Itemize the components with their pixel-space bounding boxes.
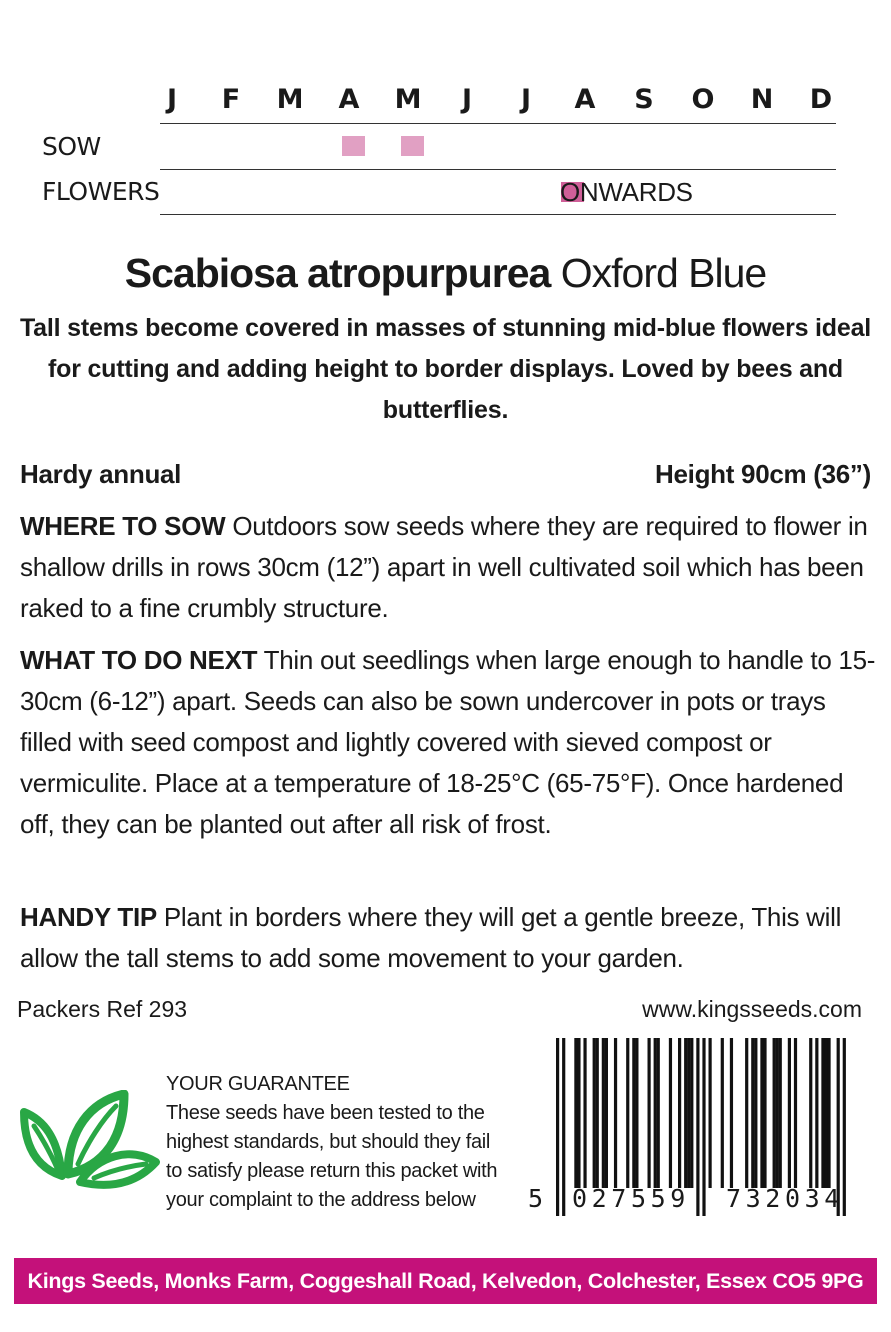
calendar-divider xyxy=(160,123,836,124)
product-description: Tall stems become covered in masses of stunning mid-blue flowers ideal for cutting and adding height to border displays. Loved by bees and butterflies. xyxy=(19,314,872,424)
barcode-digits-left: 027559 xyxy=(572,1184,690,1213)
handy-tip-section xyxy=(20,897,880,979)
month-label: M xyxy=(394,84,422,115)
product-title xyxy=(0,248,891,298)
month-label: J xyxy=(461,84,473,115)
latin-name: Scabiosa atropurpurea xyxy=(124,250,551,296)
barcode-bar xyxy=(824,1038,827,1188)
barcode-bar xyxy=(709,1038,712,1188)
barcode-bar xyxy=(751,1038,754,1188)
barcode-bar xyxy=(690,1038,693,1188)
month-label: J xyxy=(166,84,178,115)
barcode-bar xyxy=(605,1038,608,1188)
website-link[interactable]: www.kingsseeds.com xyxy=(642,996,862,1022)
month-label: M xyxy=(276,84,304,115)
plant-type: Hardy annual xyxy=(20,459,182,489)
calendar-divider xyxy=(160,169,836,170)
barcode-bar xyxy=(687,1038,690,1188)
month-label: D xyxy=(809,84,833,115)
barcode-bar xyxy=(654,1038,657,1188)
section-heading: WHAT TO DO NEXT xyxy=(20,645,258,675)
barcode-bar xyxy=(788,1038,791,1188)
guarantee-line: These seeds have been tested to the xyxy=(166,1102,485,1124)
month-label: S xyxy=(634,84,654,115)
barcode-bar xyxy=(763,1038,766,1188)
barcode-digits-right: 732034 xyxy=(726,1184,844,1213)
barcode-digit-lead: 5 xyxy=(528,1184,544,1213)
barcode-bar xyxy=(815,1038,818,1188)
leaf-logo-icon xyxy=(18,1090,160,1192)
barcode-bar xyxy=(577,1038,580,1188)
month-label: J xyxy=(520,84,532,115)
guarantee-line: to satisfy please return this packet with xyxy=(166,1160,498,1182)
calendar-divider xyxy=(160,214,836,215)
barcode-bar xyxy=(779,1038,782,1188)
month-label: A xyxy=(574,84,596,115)
section-text: Plant in borders where they will get a gentle breeze, This will allow the tall stems to add some movement to your garden. xyxy=(20,902,842,973)
what-to-do-next-section xyxy=(20,640,880,845)
guarantee-line: highest standards, but should they fail xyxy=(166,1131,491,1153)
barcode-bar xyxy=(648,1038,651,1188)
barcode-bar xyxy=(776,1038,779,1188)
barcode-bar xyxy=(745,1038,748,1188)
barcode-bar xyxy=(702,1038,705,1216)
barcode-bar xyxy=(556,1038,559,1216)
calendar-row-label-flowers: FLOWERS xyxy=(42,177,160,206)
barcode-bar xyxy=(684,1038,687,1188)
calendar-row-label-sow: SOW xyxy=(42,132,101,161)
month-label: N xyxy=(750,84,774,115)
barcode-bar xyxy=(583,1038,586,1188)
barcode-bar xyxy=(721,1038,724,1188)
variety-name: Oxford Blue xyxy=(560,250,767,296)
barcode-bar xyxy=(809,1038,812,1188)
barcode-bar xyxy=(635,1038,638,1188)
where-to-sow-section xyxy=(20,506,880,629)
barcode-bar xyxy=(760,1038,763,1188)
barcode-bar xyxy=(669,1038,672,1188)
sow-month-marker xyxy=(342,136,365,156)
barcode-bar xyxy=(562,1038,565,1216)
barcode-bar xyxy=(821,1038,824,1188)
barcode-bar xyxy=(602,1038,605,1188)
month-label: A xyxy=(338,84,360,115)
section-heading: HANDY TIP xyxy=(20,902,157,932)
barcode-bar xyxy=(593,1038,596,1188)
guarantee-heading: YOUR GUARANTEE xyxy=(166,1073,350,1095)
barcode-bar xyxy=(614,1038,617,1188)
barcode-bar xyxy=(596,1038,599,1188)
barcode-bar xyxy=(626,1038,629,1188)
barcode-bar xyxy=(730,1038,733,1188)
guarantee-line: your complaint to the address below xyxy=(166,1189,476,1211)
sowing-calendar xyxy=(0,0,891,230)
month-label: F xyxy=(221,84,241,115)
section-text: Outdoors sow seeds where they are required to flower in shallow drills in rows 30cm (12”) apart in well cultivated soil which has been raked to a fine crumbly structure. xyxy=(20,511,868,623)
barcode-bar xyxy=(574,1038,577,1188)
barcode-bar xyxy=(632,1038,635,1188)
section-text: Thin out seedlings when large enough to handle to 15-30cm (6-12”) apart. Seeds can also be sown undercover in pots or trays filled with seed compost and lightly covered with sieved compost or vermiculite. Place at a temperature of 18-25°C (65-75°F). Once hardened off, they can be planted out after all risk of frost. xyxy=(20,645,876,839)
section-heading: WHERE TO SOW xyxy=(20,511,226,541)
barcode-bar xyxy=(794,1038,797,1188)
month-label: O xyxy=(691,84,715,115)
barcode-bar xyxy=(678,1038,681,1188)
barcode-bar xyxy=(827,1038,830,1188)
flowers-onwards-label: ONWARDS xyxy=(560,177,693,207)
sow-month-marker xyxy=(401,136,424,156)
guarantee-block xyxy=(166,1070,536,1215)
address-text: Kings Seeds, Monks Farm, Coggeshall Road, Kelvedon, Colchester, Essex CO5 9PG xyxy=(27,1268,864,1293)
calendar-month-header xyxy=(160,84,836,116)
barcode-bar xyxy=(773,1038,776,1188)
barcode-bar xyxy=(696,1038,699,1216)
plant-height: Height 90cm (36”) xyxy=(655,459,871,489)
barcode-bar xyxy=(657,1038,660,1188)
packers-ref: Packers Ref 293 xyxy=(17,996,188,1022)
barcode-bar xyxy=(754,1038,757,1188)
address-footer xyxy=(14,1258,877,1304)
